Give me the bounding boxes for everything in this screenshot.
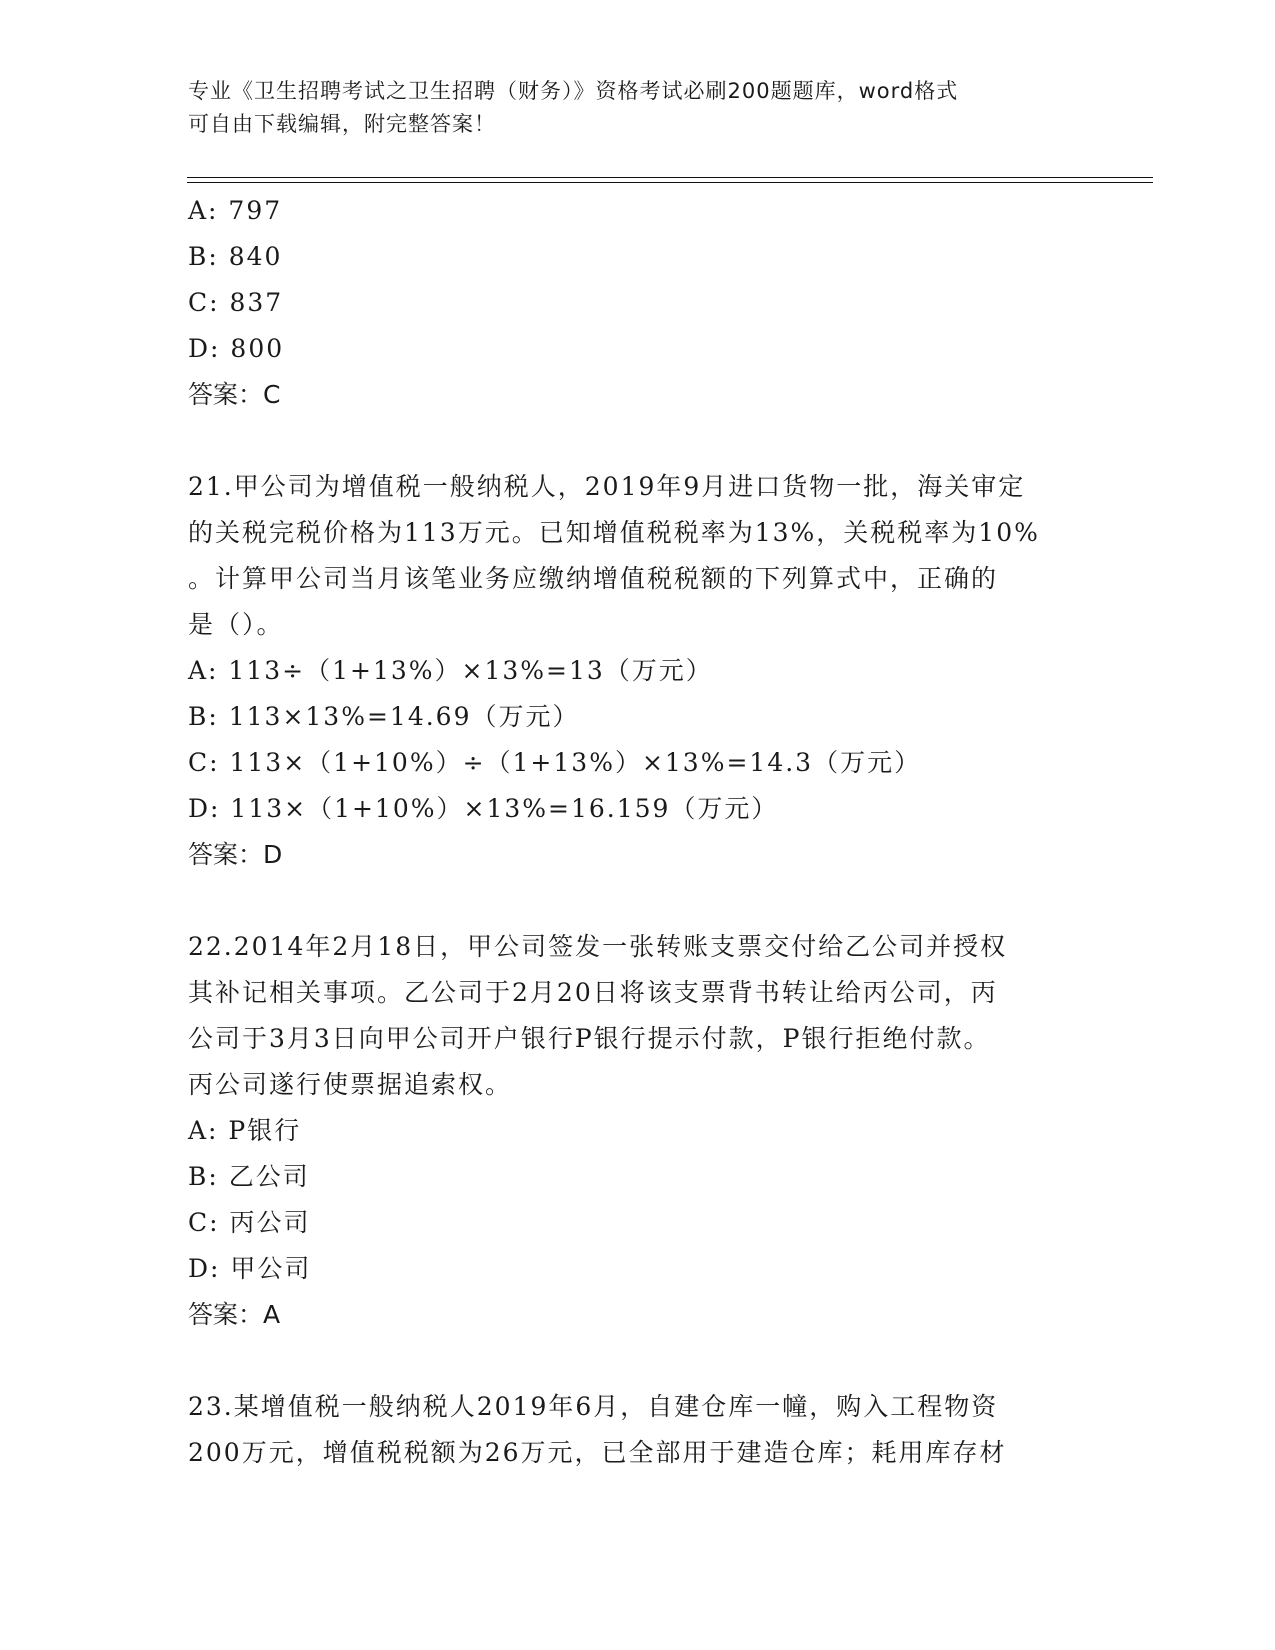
question-23 (188, 1384, 1088, 1476)
option-c: C: 113×（1+10%）÷（1+13%）×13%=14.3（万元） (188, 748, 922, 777)
question-20-options (188, 188, 1088, 372)
option-a: A: P银行 (188, 1116, 302, 1145)
question-text-line: 。计算甲公司当月该笔业务应缴纳增值税税额的下列算式中，正确的 (188, 564, 999, 593)
header-rule-bottom (187, 182, 1153, 183)
question-text-line: 200万元，增值税税额为26万元，已全部用于建造仓库；耗用库存材 (188, 1438, 1007, 1467)
header-line-1: 专业《卫生招聘考试之卫生招聘（财务）》资格考试必刷200题题库，word格式 (188, 79, 959, 103)
question-text-line: 丙公司遂行使票据追索权。 (188, 1070, 513, 1099)
option-d: D: 甲公司 (188, 1254, 312, 1283)
option-d: D: 113×（1+10%）×13%=16.159（万元） (188, 794, 779, 823)
option-d: D: 800 (188, 334, 285, 363)
question-text-line: 23.某增值税一般纳税人2019年6月，自建仓库一幢，购入工程物资 (188, 1392, 999, 1421)
option-c: C: 837 (188, 288, 284, 317)
header-line-2: 可自由下载编辑，附完整答案！ (188, 112, 496, 136)
question-22 (188, 924, 1088, 1338)
question-text-line: 公司于3月3日向甲公司开户银行P银行提示付款，P银行拒绝付款。 (188, 1024, 991, 1053)
option-b: B: 840 (188, 242, 283, 271)
option-c: C: 丙公司 (188, 1208, 311, 1237)
question-text-line: 其补记相关事项。乙公司于2月20日将该支票背书转让给丙公司，丙 (188, 978, 998, 1007)
question-text-line: 是（）。 (188, 610, 284, 639)
question-text-line: 21.甲公司为增值税一般纳税人，2019年9月进口货物一批，海关审定 (188, 472, 1026, 501)
document-body (188, 188, 1088, 1476)
option-a: A: 797 (188, 196, 283, 225)
question-20-answer: 答案：C (188, 380, 281, 409)
header-rule-top (187, 177, 1153, 178)
option-b: B: 113×13%=14.69（万元） (188, 702, 580, 731)
question-21-answer: 答案：D (188, 840, 283, 869)
question-22-answer: 答案：A (188, 1300, 281, 1329)
option-a: A: 113÷（1+13%）×13%=13（万元） (188, 656, 713, 685)
question-text-line: 的关税完税价格为113万元。已知增值税税率为13%，关税税率为10% (188, 518, 1040, 547)
question-text-line: 22.2014年2月18日，甲公司签发一张转账支票交付给乙公司并授权 (188, 932, 1008, 961)
question-21 (188, 464, 1088, 878)
document-header (188, 75, 1068, 141)
option-b: B: 乙公司 (188, 1162, 310, 1191)
